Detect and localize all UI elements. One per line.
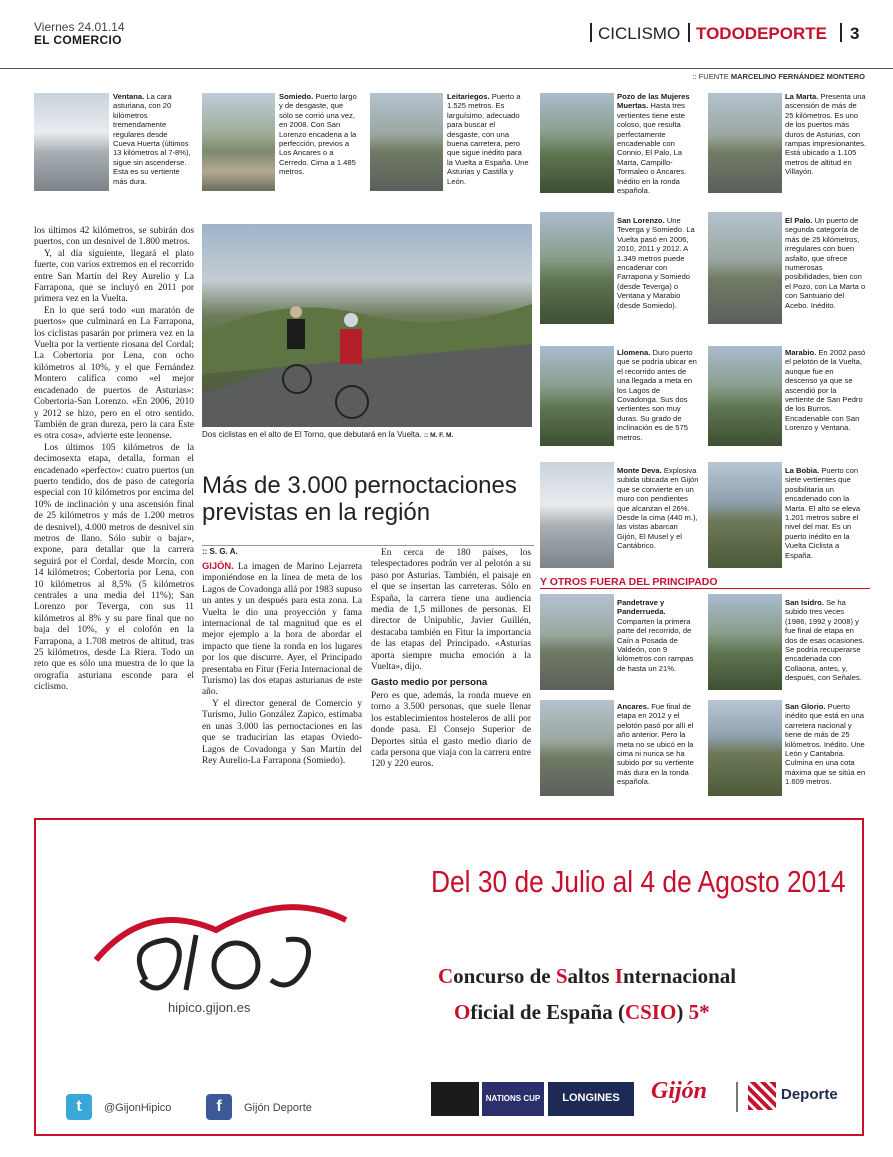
main-photo-caption: Dos ciclistas en el alto de El Torno, que debutará en la Vuelta. :: M. F. M. bbox=[202, 430, 454, 439]
ad-url[interactable]: hipico.gijon.es bbox=[168, 1000, 251, 1015]
outside-title: Y OTROS FUERA DEL PRINCIPADO bbox=[540, 576, 718, 588]
sponsor-deporte: Deporte bbox=[781, 1086, 838, 1103]
photo-leitariegos bbox=[370, 93, 443, 191]
photo-san-glorio bbox=[708, 700, 782, 796]
sponsor-longines: LONGINES bbox=[548, 1082, 634, 1116]
photo-el-palo bbox=[708, 212, 782, 324]
header-date: Viernes 24.01.14 bbox=[34, 20, 125, 34]
climb-llomena: Llomena. Duro puerto que se podría ubicar en el recorrido antes de una llegada a meta en los Lagos de Covadonga. Sus dos vertientes son muy duras. Su grado de inclinación es de 575 metros. bbox=[617, 348, 697, 442]
climb-pozo: Pozo de las Mujeres Muertas. Hasta tres vertientes tiene este coloso, que resulta perfectamente encadenable con Connio, El Palo, La Marta, Campillo-Tormaleo o Ancares. Inédito en la ronda española. bbox=[617, 92, 690, 196]
ad-line-1: Concurso de Saltos Internacional bbox=[438, 964, 737, 988]
twitter-icon[interactable]: t bbox=[66, 1094, 92, 1120]
sponsor-nations-cup: NATIONS CUP bbox=[482, 1082, 544, 1116]
outside-pandetrave: Pandetrave y Panderrueda. Comparten la primera parte del recorrido, de Caín a Posada de Valdeón, con 9 kilómetros con rampas de hasta un 21%. bbox=[617, 598, 694, 673]
facebook-icon[interactable]: f bbox=[206, 1094, 232, 1120]
photo-llomena bbox=[540, 346, 614, 446]
photo-ancares bbox=[540, 700, 614, 796]
csio-logo bbox=[86, 890, 356, 1010]
deporte-logo-icon bbox=[748, 1082, 776, 1110]
climb-leitariegos: Leitariegos. Puerto a 1.525 metros. Es larguísimo, adecuado para buscar el desgaste, con una buena carretera, pero que sigue inédito para la Vuelta a España. Une Asturias y Castilla y León. bbox=[447, 92, 529, 186]
header-brand bbox=[688, 23, 827, 44]
photo-pandetrave bbox=[540, 594, 614, 690]
left-column: los últimos 42 kilómetros, se subirán dos puertos, con un desnivel de 1.800 metros. Y, al día siguiente, llegará el plato fuerte, con varios extremos en el recorrido entre San Martín del Rey Aurelio y La Farrapona, que se incluyó en 2011 por primera vez en la Vuelta. En lo que será todo «un maratón de puertos» que culminará en La Farrapona, los ciclistas pasarán por primera vez en la Vuelta por la vertiente riosana del Cordal; La Cobertoria por Lena, con ocho kilómetros al 10%, y el que Fernández Montero califica como «el mejor encadenado de puertos de Asturias»: Cobertoria-San Lorenzo. «En 2006, 2010 y 2012 se hizo, pero en el otro sentido. También de gran dureza, pero la cara Este es otra cosa», advierte este leonense. Los últimos 105 kilómetros de la decimosexta etapa, detalla, forman el encadenado «perfecto»: cuatro puertos (un puerto tendido, dos de paso de categoría especial con 10 kilómetros por encima del 10% de inclinación y una ascensión final de 25 kilómetros y más de 1.200 metros de desnivel), 4.000 metros de desnivel sin metros de llano. Sólo subir o bajar», expone, para detallar que la carrera seguirá por el Cordal, desde Morcín, con 14 kilómetros; Cobertoria por Lena, con 10 kilómetros al 8,5% (5 kilómetros centrales a una media del 11%); San Lorenzo por Teverga, con sus 11 kilómetros al 8% y su pare final que no baja del 10%, y el colofón en la Farrapona, a 1.708 metros de altitud, tras 25 kilómetros, desde La Riera. Todo un reto que es sólo una muestra de lo que la orografía asturiana esconde para el ciclismo. bbox=[34, 226, 194, 693]
outside-rule bbox=[540, 588, 870, 589]
header-rule bbox=[0, 68, 893, 69]
article-column-2: En cerca de 180 países, los telespectadores podrán ver al pelotón a su paso por Asturias. También, el paisaje en el que se insertan las carreteras. Sólo en España, la carrera tiene una audiencia media de 1,5 millones de personas. El director de Unipublic, Javier Guillén, destacaba también en Fitur la importancia de las etapas del Principado. «Asturias aporta siempre mucha emoción a la Vuelta», dijo. Gasto medio por persona Pero es que, además, la ronda mueve en torno a 3.500 personas, que suele llenar los establecimientos hosteleros de allí por donde pasa. El Consejo Superior de Deportes sitúa el gasto medio diario de cada persona que viaja con la carrera entre 120 y 220 euros. bbox=[371, 548, 531, 770]
header-page-number: 3 bbox=[840, 23, 859, 44]
ad-line-2: Oficial de España (CSIO) 5* bbox=[454, 1000, 710, 1024]
climb-marabio: Marabio. En 2002 pasó el pelotón de la Vuelta, aunque fue en descenso ya que se ascendió por la vertiente de San Pedro de los Burros. Encadenable con San Lorenzo y Ventana. bbox=[785, 348, 866, 433]
photo-san-isidro bbox=[708, 594, 782, 690]
outside-san-glorio: San Glorio. Puerto inédito que está en una carretera nacional y tiene de más de 25 kilómetros. Inédito. Une León y Cantabria. Culmina en una cota máxima que se sitúa en 1.609 metros. bbox=[785, 702, 866, 787]
article-subhead: Gasto medio por persona bbox=[371, 677, 488, 689]
photo-monte-deva bbox=[540, 462, 614, 568]
photo-la-marta bbox=[708, 93, 782, 193]
source-credit: :: FUENTE MARCELINO FERNÁNDEZ MONTERO bbox=[692, 72, 865, 81]
sponsor-gijon: Gijón bbox=[651, 1078, 708, 1104]
photo-somiedo bbox=[202, 93, 275, 191]
climb-la-marta: La Marta. Presenta una ascensión de más de 25 kilómetros. Es uno de los puertos más duros de Asturias, con rampas impresionantes. Está ubicado a 1.105 metros de altitud en Villayón. bbox=[785, 92, 867, 177]
sponsor-logo-1 bbox=[431, 1082, 479, 1116]
outside-ancares: Ancares. Fue final de etapa en 2012 y el pelotón pasó por allí el año anterior. Pero la meta no se ubicó en la cima ni nunca se ha subido por su vertiente más dura en la ronda española. bbox=[617, 702, 694, 787]
article-city: GIJÓN. bbox=[202, 560, 234, 571]
section-label: CICLISMO bbox=[598, 24, 681, 43]
climb-ventana: Ventana. La cara asturiana, con 20 kilómetros tremendamente regulares desde Cueva Huerta (últimos 13 kilómetros al 7-8%), sigue sin ascenderse. Esta es su vertiente más dura. bbox=[113, 92, 191, 186]
article-column-1: GIJÓN. La imagen de Marino Lejarreta imponiéndose en la línea de meta de los Lagos de Covadonga allá por 1983 supuso un antes y un después para esta zona. La Vuelta le dio una proyección y fama internacional de tal magnitud que es el mejor ejemplo a la hora de abordar el impacto que tiene la ronda en los lugares por los que discurre. Ayer, el Principado presentaba en Fitur (Feria Internacional de Turismo) las dos etapas asturianas de este año. Y el director general de Comercio y Turismo, Julio González Zapico, estimaba en unas 3.000 las pernoctaciones en las que se traducirían las etapas Oviedo-Lagos de Covadonga y San Martín del Rey Aurelio-La Farrapona (Somiedo). bbox=[202, 560, 362, 766]
climb-monte-deva: Monte Deva. Explosiva subida ubicada en Gijón que se convierte en un muro con pendientes que alcanzan el 26%. Desde la cima (440 m.), las vistas abarcan Gijón, El Musel y el Cantábrico. bbox=[617, 466, 699, 551]
byline-rule bbox=[202, 545, 534, 546]
main-photo-cyclists bbox=[202, 224, 532, 427]
photo-pozo bbox=[540, 93, 614, 193]
brand-label: TODODEPORTE bbox=[696, 24, 827, 43]
climb-san-lorenzo: San Lorenzo. Une Teverga y Somiedo. La Vuelta pasó en 2006, 2010, 2011 y 2012. A 1.349 metros puede encadenar con Farrapona y Somiedo (desde Teverga) o Ventana y Marabio (desde Somiedo). bbox=[617, 216, 695, 310]
header-section bbox=[590, 23, 680, 44]
advertisement-csio[interactable] bbox=[34, 818, 864, 1136]
climb-la-bobia: La Bobia. Puerto con siete vertientes que posibilitaría un encadenado con la Marta. El alto se eleva 1.201 metros sobre el nivel del mar. Es un puerto inédito en la Vuelta Ciclista a España. bbox=[785, 466, 861, 560]
outside-san-isidro: San Isidro. Se ha subido tres veces (1986, 1992 y 2008) y fue final de etapa en dos de esas ocasiones. Se podría recuperarse encadenada con Collaona, antes, y, después, con Señales. bbox=[785, 598, 865, 683]
article-byline: :: S. G. A. bbox=[202, 547, 238, 556]
photo-san-lorenzo bbox=[540, 212, 614, 324]
photo-marabio bbox=[708, 346, 782, 446]
photo-ventana bbox=[34, 93, 109, 191]
header-paper-name: EL COMERCIO bbox=[34, 33, 122, 47]
photo-la-bobia bbox=[708, 462, 782, 568]
article-headline: Más de 3.000 pernoctaciones previstas en la región bbox=[202, 472, 517, 526]
ad-dates: Del 30 de Julio al 4 de Agosto 2014 bbox=[431, 864, 846, 899]
climb-el-palo: El Palo. Un puerto de segunda categoría de más de 25 kilómetros, irregulares con buen asfalto, que ofrece numerosas posibilidades, bien con el Pozo, con La Marta o con Santuario del Acebo. Inédito. bbox=[785, 216, 866, 310]
climb-somiedo: Somiedo. Puerto largo y de desgaste, que sólo se corrió una vez, en 2008. Con San Lorenzo encadena a la perfección, previos a Los Ancares o a Cerredo. Cima a 1.485 metros. bbox=[279, 92, 357, 177]
ad-twitter-handle[interactable]: @GijonHipico bbox=[104, 1102, 172, 1114]
ad-facebook-page[interactable]: Gijón Deporte bbox=[244, 1102, 312, 1114]
